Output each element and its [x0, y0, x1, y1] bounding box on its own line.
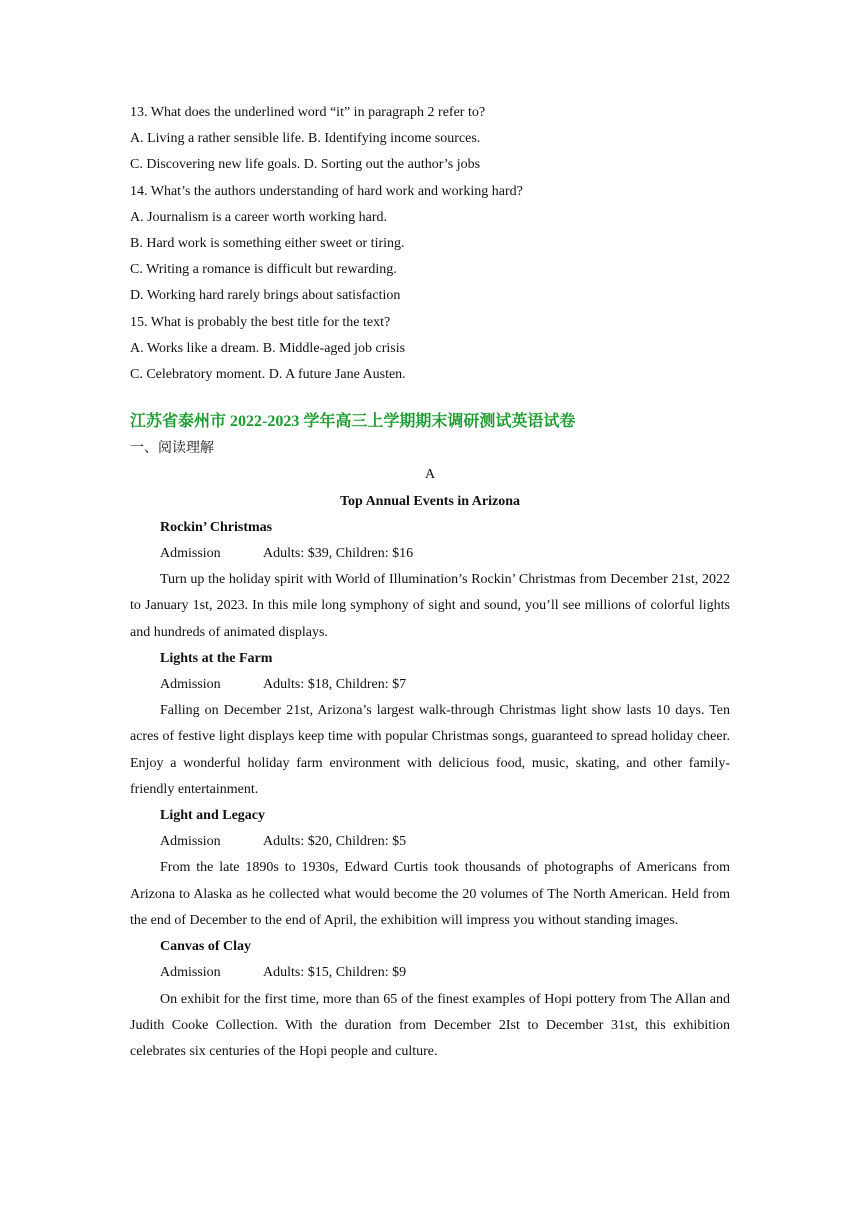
- event-description: On exhibit for the first time, more than 65 of the finest examples of Hopi pottery from The Allan and Judith Cooke Collection. With the duration from December 2Ist to December 31st, this exhibition celebrates six centuries of the Hopi people and culture.: [130, 991, 730, 1059]
- event-name: Lights at the Farm: [160, 650, 273, 666]
- admission-label: Admission: [160, 965, 221, 981]
- question-14-option-d: D. Working hard rarely brings about satisfaction: [130, 288, 401, 304]
- question-13: 13. What does the underlined word “it” in paragraph 2 refer to?: [130, 105, 486, 120]
- question-15: 15. What is probably the best title for the text?: [130, 314, 391, 330]
- question-13-options-cd: C. Discovering new life goals. D. Sorting out the author’s jobs: [130, 157, 481, 173]
- admission-label: Admission: [160, 834, 221, 850]
- admission-prices: Adults: $20, Children: $5: [263, 834, 407, 850]
- question-15-options-ab: A. Works like a dream. B. Middle-aged job crisis: [130, 340, 406, 356]
- event-description: From the late 1890s to 1930s, Edward Curtis took thousands of photographs of Americans from Arizona to Alaska as he collected what would become the 20 volumes of The North American. Held from the end of December to the end of April, the exhibition will impress you without standing images.: [130, 860, 730, 928]
- question-13-options-ab: A. Living a rather sensible life. B. Identifying income sources.: [130, 131, 481, 147]
- admission-prices: Adults: $18, Children: $7: [263, 677, 407, 693]
- event-canvas-of-clay: [130, 934, 730, 1065]
- passage-letter: A: [424, 467, 436, 483]
- event-admission: [130, 672, 730, 698]
- event-name: Light and Legacy: [160, 808, 266, 824]
- question-14-option-b: B. Hard work is something either sweet or tiring.: [130, 236, 405, 252]
- admission-prices: Adults: $15, Children: $9: [263, 965, 407, 981]
- passage-title: Top Annual Events in Arizona: [340, 493, 520, 509]
- event-rockin-christmas: [130, 515, 730, 646]
- question-block: [130, 100, 730, 388]
- event-description: Turn up the holiday spirit with World of Illumination’s Rockin’ Christmas from December 21st, 2022 to January 1st, 2023. In this mile long symphony of sight and sound, you’ll see millions of colorful lights and hundreds of animated displays.: [130, 572, 730, 640]
- exam-title: 江苏省泰州市 2022-2023 学年高三上学期期末调研测试英语试卷: [130, 413, 576, 431]
- section-title: 一、阅读理解: [130, 441, 214, 457]
- admission-label: Admission: [160, 546, 221, 562]
- event-description: Falling on December 21st, Arizona’s largest walk-through Christmas light show lasts 10 days. Ten acres of festive light displays keep time with popular Christmas songs, guaranteed to spread holiday cheer. Enjoy a wonderful holiday farm environment with delicious food, music, skating, and other family-friendly entertainment.: [130, 703, 730, 797]
- question-15-options-cd: C. Celebratory moment. D. A future Jane Austen.: [130, 367, 406, 383]
- event-light-and-legacy: [130, 803, 730, 934]
- question-14-option-a: A. Journalism is a career worth working hard.: [130, 209, 387, 225]
- event-name: Rockin’ Christmas: [160, 519, 273, 535]
- admission-prices: Adults: $39, Children: $16: [263, 546, 414, 562]
- event-admission: [130, 541, 730, 567]
- document-page: [130, 100, 730, 1065]
- event-admission: [130, 960, 730, 986]
- event-name: Canvas of Clay: [160, 939, 252, 955]
- event-lights-at-the-farm: [130, 646, 730, 803]
- event-admission: [130, 829, 730, 855]
- question-14-option-c: C. Writing a romance is difficult but rewarding.: [130, 262, 397, 278]
- admission-label: Admission: [160, 677, 221, 693]
- question-14: 14. What’s the authors understanding of hard work and working hard?: [130, 183, 523, 199]
